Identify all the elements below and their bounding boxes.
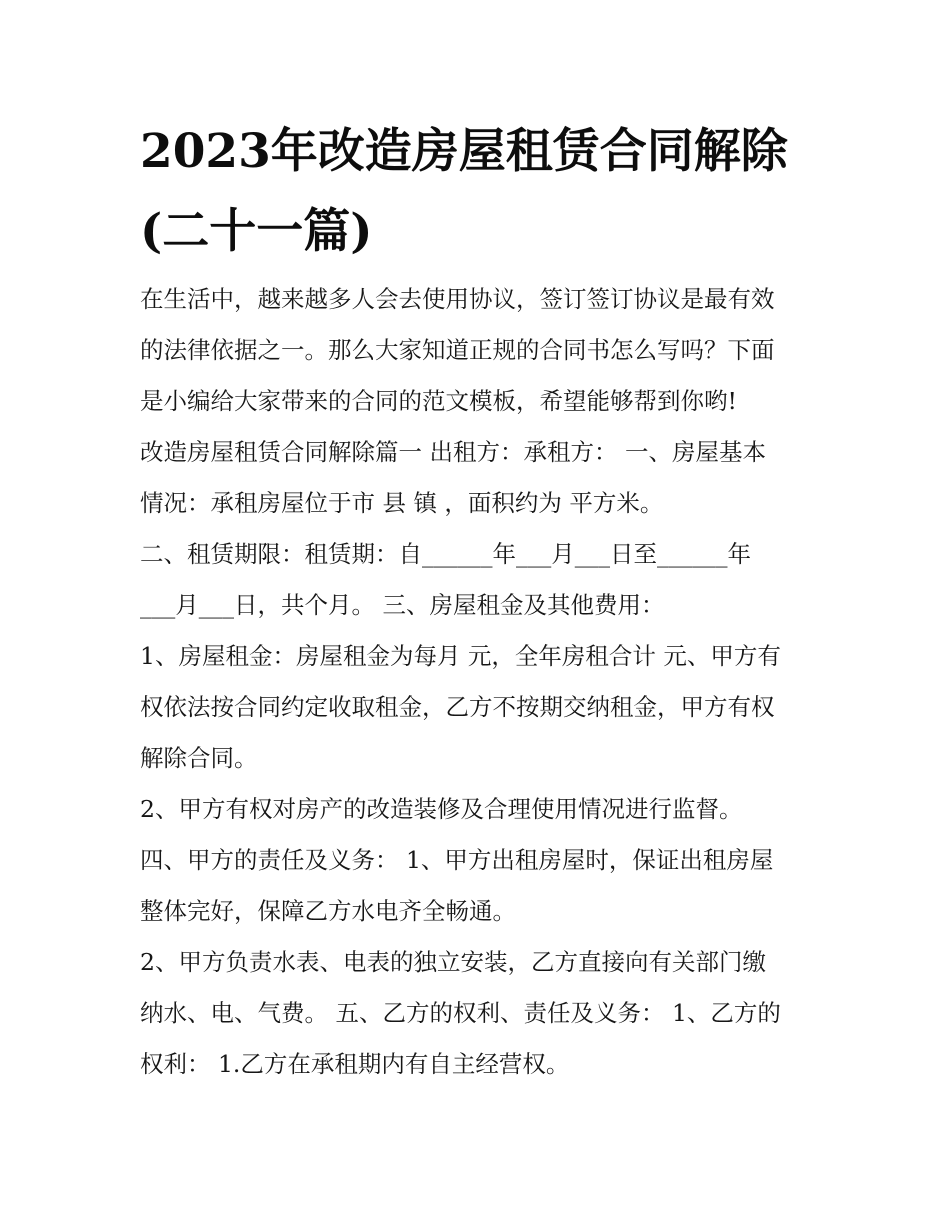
document-body [140,274,830,1090]
body-line: 二、租赁期限：租赁期：自______年___月___日至______年 [140,540,751,568]
document-title [140,112,820,272]
body-line: ___月___日，共个月。 三、房屋租金及其他费用： [140,591,665,619]
body-line: 是小编给大家带来的合同的范文模板，希望能够帮到你哟! [140,387,737,415]
body-line: 解除合同。 [140,744,258,772]
body-line: 在生活中，越来越多人会去使用协议，签订签订协议是最有效 [140,285,775,313]
title-line: 2023年改造房屋租赁合同解除 [140,124,788,179]
body-line: 1、房屋租金：房屋租金为每月 元，全年房租合计 元、甲方有 [140,642,781,670]
body-line: 权利： 1.乙方在承租期内有自主经营权。 [140,1050,570,1078]
body-line: 纳水、电、气费。 五、乙方的权利、责任及义务： 1、乙方的 [140,999,781,1027]
body-line: 情况：承租房屋位于市 县 镇 ，面积约为 平方米。 [140,489,664,517]
body-line: 2、甲方有权对房产的改造装修及合理使用情况进行监督。 [140,795,743,823]
body-line: 权依法按合同约定收取租金，乙方不按期交纳租金，甲方有权 [140,693,775,721]
body-line: 四、甲方的责任及义务： 1、甲方出租房屋时，保证出租房屋 [140,846,774,874]
title-line: (二十一篇) [140,204,373,259]
body-line: 整体完好，保障乙方水电齐全畅通。 [140,897,516,925]
body-line: 的法律依据之一。那么大家知道正规的合同书怎么写吗？下面 [140,336,775,364]
body-line: 2、甲方负责水表、电表的独立安装，乙方直接向有关部门缴 [140,948,766,976]
body-line: 改造房屋租赁合同解除篇一 出租方：承租方： 一、房屋基本 [140,438,766,466]
